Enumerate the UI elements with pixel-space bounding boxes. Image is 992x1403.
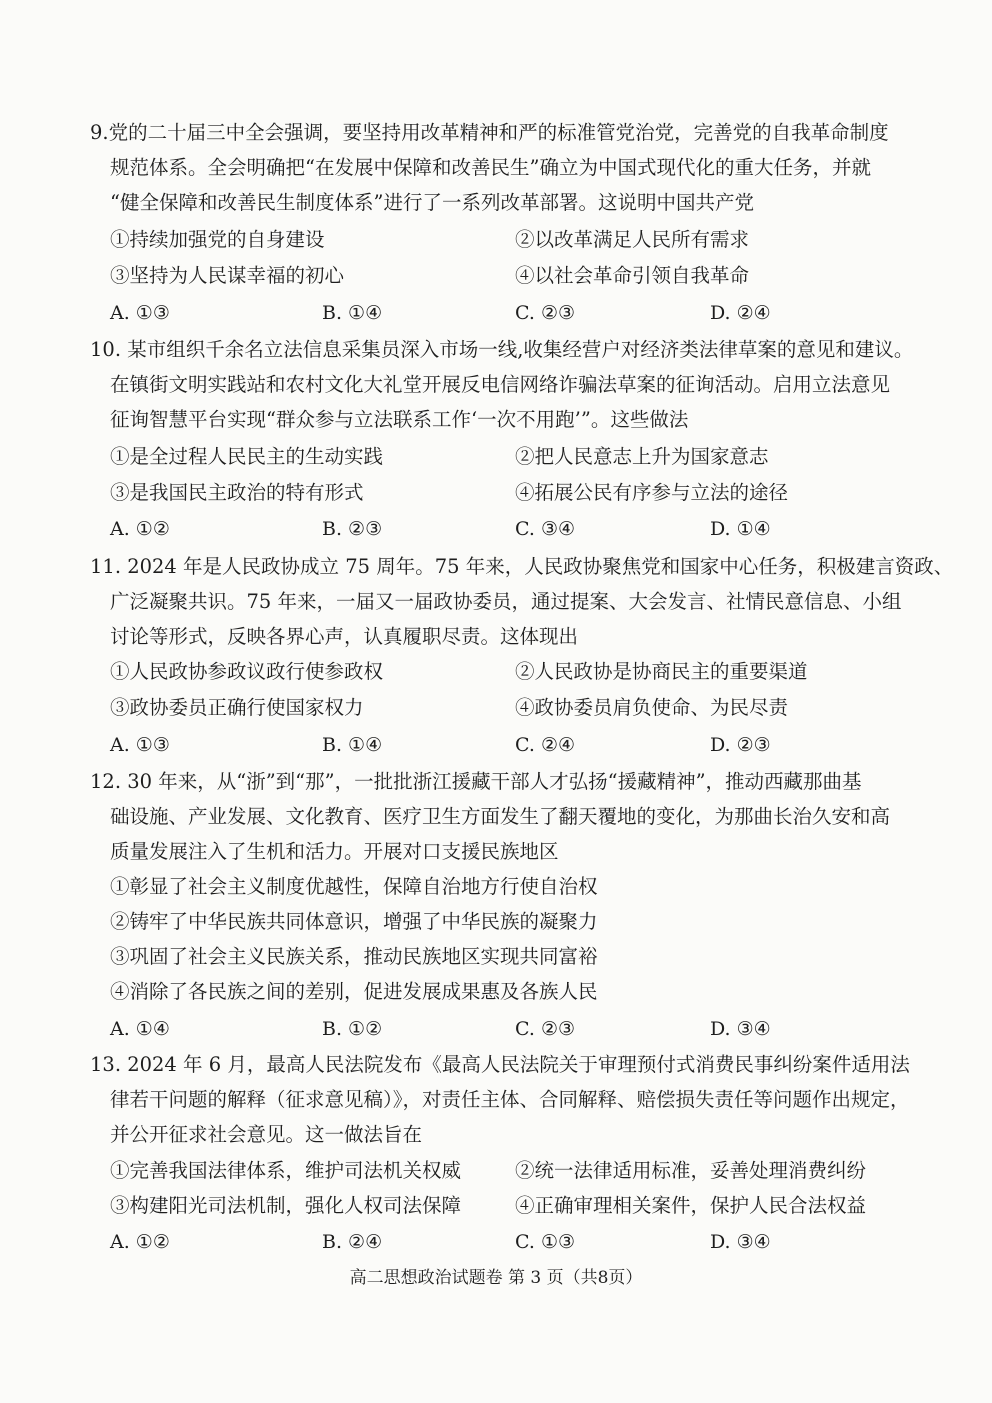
question-text-line: 9.党的二十届三中全会强调，要坚持用改革精神和严的标准管党治党，完善党的自我革命制度: [90, 121, 889, 144]
statement-option: ④拓展公民有序参与立法的途径: [515, 481, 789, 504]
answer-choice-c: C. ③④: [515, 518, 576, 540]
question-text-line: 并公开征求社会意见。这一做法旨在: [110, 1123, 423, 1146]
statement-option: ①人民政协参政议政行使参政权: [110, 660, 384, 683]
answer-choice-d: D. ③④: [710, 1018, 771, 1040]
answer-choice-b: B. ①④: [322, 734, 383, 756]
answer-choice-d: D. ②④: [710, 302, 771, 324]
answer-choice-a: A. ①②: [110, 1231, 170, 1253]
answer-choice-b: B. ①④: [322, 302, 383, 324]
question-text-line: 10. 某市组织千余名立法信息采集员深入市场一线,收集经营户对经济类法律草案的意见和建议。: [90, 338, 914, 361]
statement-option: ③坚持为人民谋幸福的初心: [110, 264, 345, 287]
question-text-line: 13. 2024 年 6 月，最高人民法院发布《最高人民法院关于审理预付式消费民事纠纷案件适用法: [90, 1053, 910, 1076]
question-text-line: 础设施、产业发展、文化教育、医疗卫生方面发生了翻天覆地的变化，为那曲长治久安和高: [110, 805, 891, 828]
question-text-line: 征询智慧平台实现“群众参与立法联系工作‘一次不用跑’”。这些做法: [110, 408, 689, 431]
answer-choice-d: D. ③④: [710, 1231, 771, 1253]
answer-choice-a: A. ①③: [110, 734, 170, 756]
question-text-line: 质量发展注入了生机和活力。开展对口支援民族地区: [110, 840, 559, 863]
answer-choice-a: A. ①②: [110, 518, 170, 540]
statement-option: ①彰显了社会主义制度优越性，保障自治地方行使自治权: [110, 875, 598, 898]
statement-option: ④正确审理相关案件，保护人民合法权益: [515, 1194, 867, 1217]
statement-option: ①完善我国法律体系，维护司法机关权威: [110, 1159, 462, 1182]
statement-option: ③政协委员正确行使国家权力: [110, 696, 364, 719]
page-footer: 高二思想政治试题卷 第 3 页（共8页）: [349, 1268, 643, 1288]
answer-choice-c: C. ②④: [515, 734, 576, 756]
statement-option: ①是全过程人民民主的生动实践: [110, 445, 384, 468]
statement-option: ④政协委员肩负使命、为民尽责: [515, 696, 789, 719]
answer-choice-c: C. ①③: [515, 1231, 576, 1253]
statement-option: ③构建阳光司法机制，强化人权司法保障: [110, 1194, 462, 1217]
statement-option: ②铸牢了中华民族共同体意识，增强了中华民族的凝聚力: [110, 910, 598, 933]
statement-option: ④以社会革命引领自我革命: [515, 264, 750, 287]
answer-choice-d: D. ①④: [710, 518, 771, 540]
answer-choice-a: A. ①③: [110, 302, 170, 324]
statement-option: ④消除了各民族之间的差别，促进发展成果惠及各族人民: [110, 980, 598, 1003]
question-text-line: 律若干问题的解释（征求意见稿）》，对责任主体、合同解释、赔偿损失责任等问题作出规定，: [110, 1088, 910, 1111]
statement-option: ③巩固了社会主义民族关系，推动民族地区实现共同富裕: [110, 945, 598, 968]
question-text-line: “健全保障和改善民生制度体系”进行了一系列改革部署。这说明中国共产党: [110, 191, 754, 214]
question-text-line: 11. 2024 年是人民政协成立 75 周年。75 年来，人民政协聚焦党和国家中心任务，积极建言资政、: [90, 555, 954, 578]
question-text-line: 12. 30 年来，从“浙”到“那”，一批批浙江援藏干部人才弘扬“援藏精神”，推动西藏那曲基: [90, 770, 862, 793]
answer-choice-b: B. ②④: [322, 1231, 383, 1253]
answer-choice-b: B. ①②: [322, 1018, 383, 1040]
question-text-line: 讨论等形式，反映各界心声，认真履职尽责。这体现出: [110, 625, 579, 648]
answer-choice-b: B. ②③: [322, 518, 383, 540]
statement-option: ②以改革满足人民所有需求: [515, 228, 750, 251]
statement-option: ②人民政协是协商民主的重要渠道: [515, 660, 808, 683]
answer-choice-d: D. ②③: [710, 734, 771, 756]
statement-option: ②把人民意志上升为国家意志: [515, 445, 769, 468]
statement-option: ②统一法律适用标准，妥善处理消费纠纷: [515, 1159, 867, 1182]
answer-choice-c: C. ②③: [515, 302, 576, 324]
answer-choice-c: C. ②③: [515, 1018, 576, 1040]
statement-option: ①持续加强党的自身建设: [110, 228, 325, 251]
question-text-line: 在镇街文明实践站和农村文化大礼堂开展反电信网络诈骗法草案的征询活动。启用立法意见: [110, 373, 891, 396]
question-text-line: 广泛凝聚共识。75 年来，一届又一届政协委员，通过提案、大会发言、社情民意信息、小组: [110, 590, 902, 613]
answer-choice-a: A. ①④: [110, 1018, 170, 1040]
question-text-line: 规范体系。全会明确把“在发展中保障和改善民生”确立为中国式现代化的重大任务，并就: [110, 156, 871, 179]
statement-option: ③是我国民主政治的特有形式: [110, 481, 364, 504]
